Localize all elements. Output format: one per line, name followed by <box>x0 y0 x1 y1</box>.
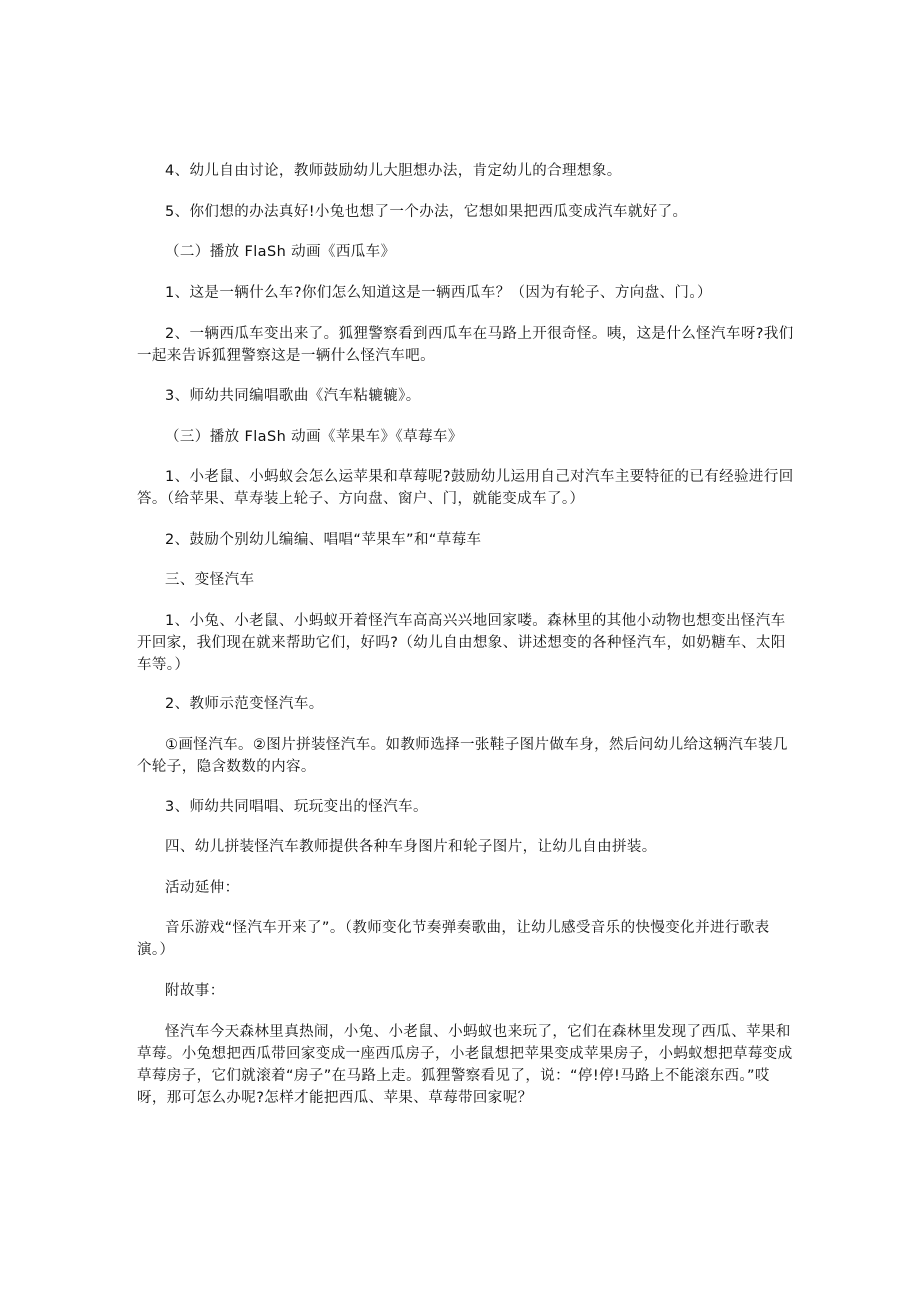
paragraph-17: 音乐游戏“怪汽车开来了”。（教师变化节奏弹奏歌曲，让幼儿感受音乐的快慢变化并进行歌表演。） <box>137 920 770 958</box>
paragraph-7: （三）播放 FlaSh 动画《苹果车》《草莓车》 <box>165 429 463 445</box>
paragraph-3: （二）播放 FlaSh 动画《西瓜车》 <box>165 244 396 260</box>
paragraph-16: 活动延伸： <box>165 880 240 896</box>
paragraph-13: ①画怪汽车。②图片拼装怪汽车。如教师选择一张鞋子图片做车身，然后问幼儿给这辆汽车装几个轮子，隐含数数的内容。 <box>137 737 788 775</box>
paragraph-19: 怪汽车今天森林里真热闹，小兔、小老鼠、小蚂蚁也来玩了，它们在森林里发现了西瓜、苹果和草莓。小兔想把西瓜带回家变成一座西瓜房子，小老鼠想把苹果变成苹果房子，小蚂蚁想把草莓变成草莓房子，它们就滚着“房子”在马路上走。狐狸警察看见了，说：“停!停!马路上不能滚东西。”哎呀，那可怎么办呢?怎样才能把西瓜、苹果、草莓带回家呢？ <box>137 1024 793 1106</box>
paragraph-9: 2、鼓励个别幼儿编编、唱唱“苹果车”和“草莓车 <box>165 532 482 548</box>
paragraph-4: 1、这是一辆什么车?你们怎么知道这是一辆西瓜车？（因为有轮子、方向盘、门。） <box>165 285 712 301</box>
paragraph-2: 5、你们想的办法真好!小兔也想了一个办法，它想如果把西瓜变成汽车就好了。 <box>165 204 688 220</box>
paragraph-8: 1、小老鼠、小蚂蚁会怎么运苹果和草莓呢?鼓励幼儿运用自己对汽车主要特征的已有经验进行回答。（给苹果、草寿装上轮子、方向盘、窗户、门，就能变成车了。） <box>137 469 794 507</box>
paragraph-12: 2、教师示范变怪汽车。 <box>165 696 324 712</box>
paragraph-5: 2、一辆西瓜车变出来了。狐狸警察看到西瓜车在马路上开很奇怪。咦，这是什么怪汽车呀?我们一起来告诉狐狸警察这是一辆什么怪汽车吧。 <box>137 326 794 364</box>
paragraph-11: 1、小兔、小老鼠、小蚂蚁开着怪汽车高高兴兴地回家喽。森林里的其他小动物也想变出怪汽车开回家，我们现在就来帮助它们，好吗?（幼儿自由想象、讲述想变的各种怪汽车，如奶糖车、太阳车等。） <box>137 613 786 673</box>
paragraph-10: 三、变怪汽车 <box>165 572 255 588</box>
paragraph-15: 四、幼儿拼装怪汽车教师提供各种车身图片和轮子图片，让幼儿自由拼装。 <box>165 839 657 855</box>
paragraph-14: 3、师幼共同唱唱、玩玩变出的怪汽车。 <box>165 799 428 815</box>
paragraph-1: 4、幼儿自由讨论，教师鼓励幼儿大胆想办法，肯定幼儿的合理想象。 <box>165 163 622 179</box>
paragraph-6: 3、师幼共同编唱歌曲《汽车粘辘辘》。 <box>165 388 421 404</box>
paragraph-18: 附故事： <box>165 983 225 999</box>
